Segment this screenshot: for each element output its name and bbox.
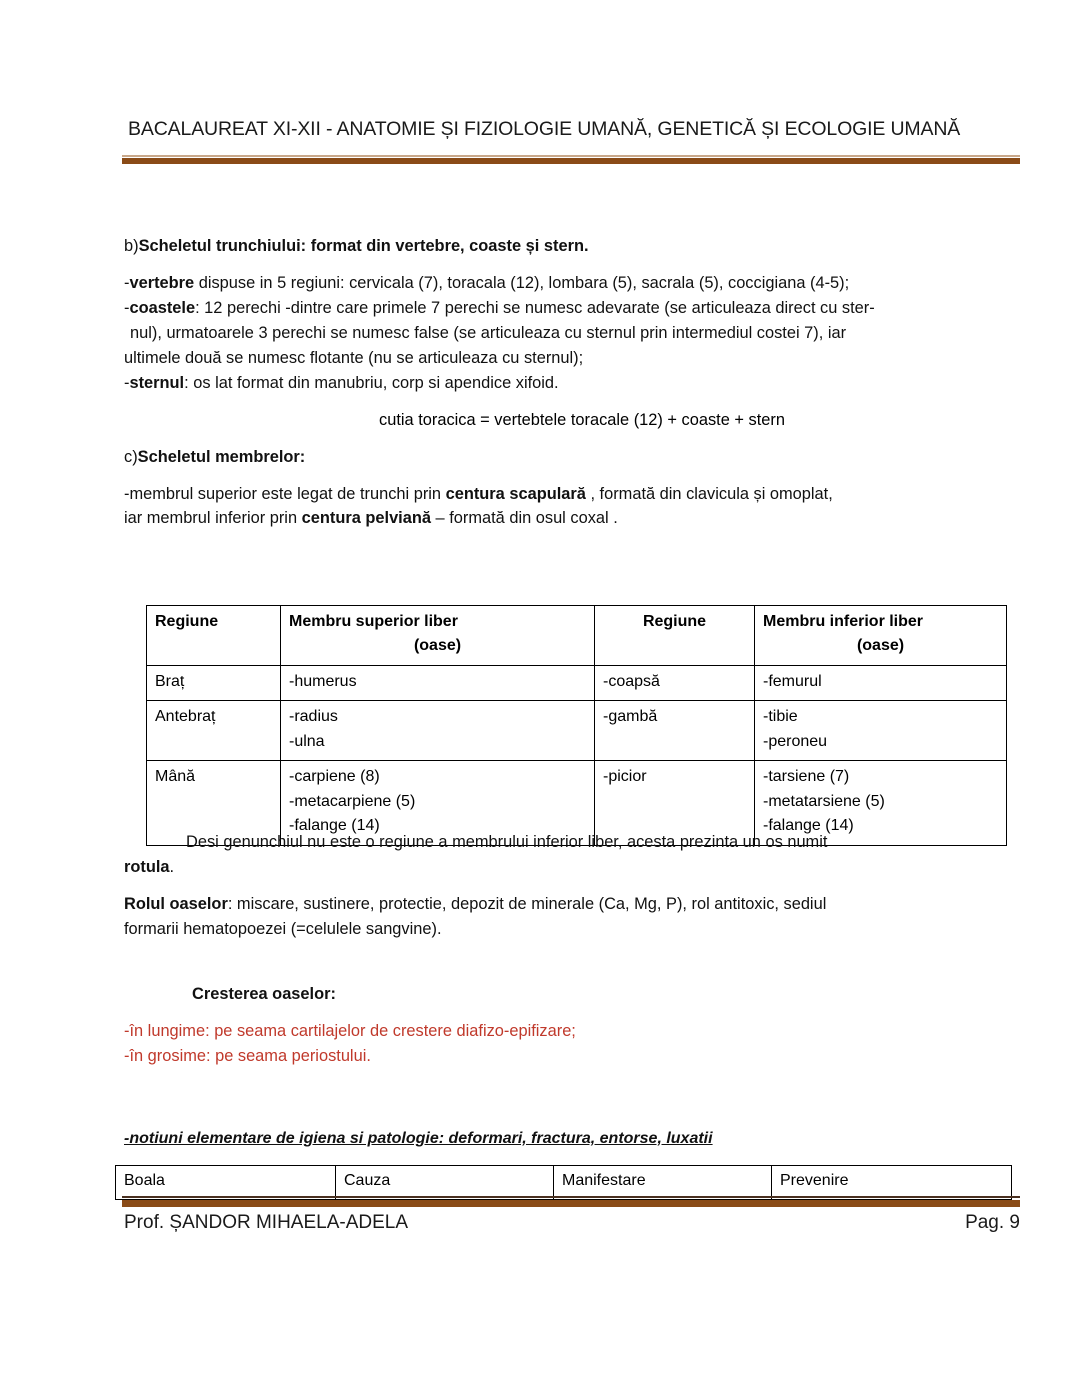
bone-item: -ulna: [289, 732, 325, 750]
header-divider-thin: [122, 155, 1020, 157]
cell-region-inferior: -picior: [595, 761, 755, 845]
rol-oaselor-line-2: formarii hematopoezei (=celulele sangvine).: [124, 919, 442, 938]
cell-region-superior: Antebraț: [147, 701, 281, 761]
bone-item: -tibie: [763, 708, 798, 726]
coastele-bullet: -: [124, 298, 130, 317]
membru-inferior-pre: iar membrul inferior prin: [124, 509, 302, 528]
coastele-text: : 12 perechi -dintre care primele 7 perechi se numesc adevarate (se articuleaza direct cu ster-: [195, 298, 875, 317]
cell-region-superior: Mână: [147, 761, 281, 845]
spacer: [124, 1007, 1020, 1019]
footer-divider-thick: [122, 1200, 1020, 1207]
col-header-region-superior-label: Regiune: [155, 613, 219, 630]
vertebre-term: vertebre: [129, 273, 195, 292]
spacer: [124, 1109, 1020, 1127]
document-body: [124, 234, 1020, 531]
table-row: [147, 665, 1007, 700]
bone-item: -falange (14): [289, 817, 380, 835]
membru-superior-post: , formată din clavicula și omoplat,: [585, 484, 833, 503]
spacer: [124, 880, 1020, 892]
rotula-term: rotula: [124, 857, 170, 876]
document-body-lower: [124, 830, 1020, 1151]
membru-superior-pre: -membrul superior este legat de trunchi prin: [124, 484, 446, 503]
coastele-line-3: ultimele două se numesc flotante (nu se articuleaza cu sternul);: [124, 348, 584, 367]
footer-author: Prof. ȘANDOR MIHAELA-ADELA: [124, 1212, 409, 1233]
cell-bones-inferior: [755, 701, 1007, 761]
bone-item: -falange (14): [763, 817, 854, 835]
header-divider: [122, 155, 1020, 164]
centura-scapulara-term: centura scapulară: [445, 484, 586, 503]
table-row: [147, 701, 1007, 761]
membru-inferior-line: [124, 506, 1020, 531]
col-header-boala: Boala: [116, 1166, 336, 1200]
membru-superior-line: [124, 482, 1020, 507]
table-header-row: [147, 606, 1007, 666]
sternul-bullet: -: [124, 373, 130, 392]
section-c-heading: Scheletul membrelor:: [137, 447, 306, 466]
spacer: [124, 1069, 1020, 1109]
vertebre-bullet: -: [124, 273, 130, 292]
spacer: [124, 942, 1020, 982]
header-title: BACALAUREAT XI-XII - ANATOMIE ȘI FIZIOLOGIE UMANĂ, GENETICĂ ȘI ECOLOGIE UMANĂ: [128, 118, 961, 140]
col-header-membru-superior: [281, 606, 595, 666]
page-footer: [124, 1212, 1020, 1234]
rol-oaselor-term: Rolul oaselor: [124, 894, 228, 913]
spacer: [124, 433, 1020, 445]
bone-item: -humerus: [289, 672, 357, 690]
coastele-line-1: [124, 296, 1020, 321]
sternul-term: sternul: [129, 373, 185, 392]
coastele-line-2: nul), urmatoarele 3 perechi se numesc false (se articuleaza cu sternul prin intermediul costei 7), iar: [130, 323, 847, 342]
cell-region-inferior: -coapsă: [595, 665, 755, 700]
cresterea-grosime-line: -în grosime: pe seama periostului.: [124, 1046, 371, 1065]
sternul-text: : os lat format din manubriu, corp si apendice xifoid.: [184, 373, 559, 392]
header-divider-thick: [122, 158, 1020, 164]
section-c-label: c): [124, 447, 138, 466]
col-header-membru-superior-sub: (oase): [413, 637, 462, 655]
cell-bones-superior: [281, 665, 595, 700]
limbs-table-head: [147, 606, 1007, 666]
col-header-membru-superior-label: Membru superior liber: [289, 613, 458, 630]
cell-region-inferior: -gambă: [595, 701, 755, 761]
vertebre-text: dispuse in 5 regiuni: cervicala (7), toracala (12), lombara (5), sacrala (5), coccigiana (4-5);: [194, 273, 850, 292]
bone-item: -metacarpiene (5): [289, 792, 416, 810]
col-header-region-superior: [147, 606, 281, 666]
col-header-region-inferior: [595, 606, 755, 666]
bone-item: -peroneu: [763, 732, 828, 750]
spacer: [124, 396, 1020, 408]
disease-table-body: [116, 1166, 1012, 1200]
limbs-table-body: [147, 665, 1007, 845]
cresterea-oaselor-heading: [124, 982, 1020, 1007]
rotula-line: [124, 855, 1020, 880]
rol-oaselor-text: : miscare, sustinere, protectie, depozit de minerale (Ca, Mg, P), rol antitoxic, sediul: [227, 894, 827, 913]
footer-divider: [122, 1196, 1020, 1207]
bone-item: -tarsiene (7): [763, 768, 850, 786]
bone-item: -femurul: [763, 672, 822, 690]
section-b-heading: Scheletul trunchiului: format din vertebre, coaste și stern.: [138, 237, 589, 255]
col-header-prevenire: Prevenire: [772, 1166, 1012, 1200]
centura-pelviana-term: centura pelviană: [301, 509, 431, 528]
col-header-membru-inferior-sub: (oase): [856, 637, 905, 655]
limbs-table: [146, 605, 1007, 846]
footer-divider-thin: [122, 1196, 1020, 1198]
rol-oaselor-line-1: [124, 892, 1020, 917]
section-b-label: b): [124, 237, 139, 255]
cresterea-lungime-line: -în lungime: pe seama cartilajelor de crestere diafizo-epifizare;: [124, 1021, 576, 1040]
genunchi-line: Desi genunchiul nu este o regiune a membrului inferior liber, acesta prezinta un os numit: [186, 833, 828, 851]
disease-table: [115, 1165, 1012, 1200]
cell-region-superior: Braț: [147, 665, 281, 700]
notiuni-elementare-line: -notiuni elementare de igiena si patologie: deformari, fractura, entorse, luxatii: [124, 1129, 713, 1147]
spacer: [124, 259, 1020, 271]
cell-bones-inferior: [755, 665, 1007, 700]
bone-item: -metatarsiene (5): [763, 792, 885, 810]
coastele-term: coastele: [129, 298, 196, 317]
bone-item: -radius: [289, 708, 338, 726]
footer-page-number: Pag. 9: [965, 1212, 1020, 1233]
page-header: [128, 118, 1020, 141]
col-header-membru-inferior: [755, 606, 1007, 666]
spacer: [124, 470, 1020, 482]
col-header-manifestare: Manifestare: [554, 1166, 772, 1200]
vertebre-line: [124, 271, 1020, 296]
col-header-cauza: Cauza: [336, 1166, 554, 1200]
cell-bones-superior: [281, 701, 595, 761]
sternul-line: [124, 371, 1020, 396]
bone-item: -carpiene (8): [289, 768, 380, 786]
cresterea-oaselor-heading-label: Cresterea oaselor:: [192, 984, 336, 1003]
rotula-post: .: [169, 857, 175, 876]
section-b-heading-line: [124, 234, 1020, 259]
col-header-membru-inferior-label: Membru inferior liber: [763, 613, 924, 630]
col-header-region-inferior-label: Regiune: [642, 613, 707, 630]
table-header-row: [116, 1166, 1012, 1200]
membru-inferior-post: – formată din osul coxal .: [430, 509, 618, 528]
section-c-heading-line: [124, 445, 1020, 470]
cutia-toracica-formula: cutia toracica = vertebtele toracale (12) + coaste + stern: [379, 410, 785, 429]
